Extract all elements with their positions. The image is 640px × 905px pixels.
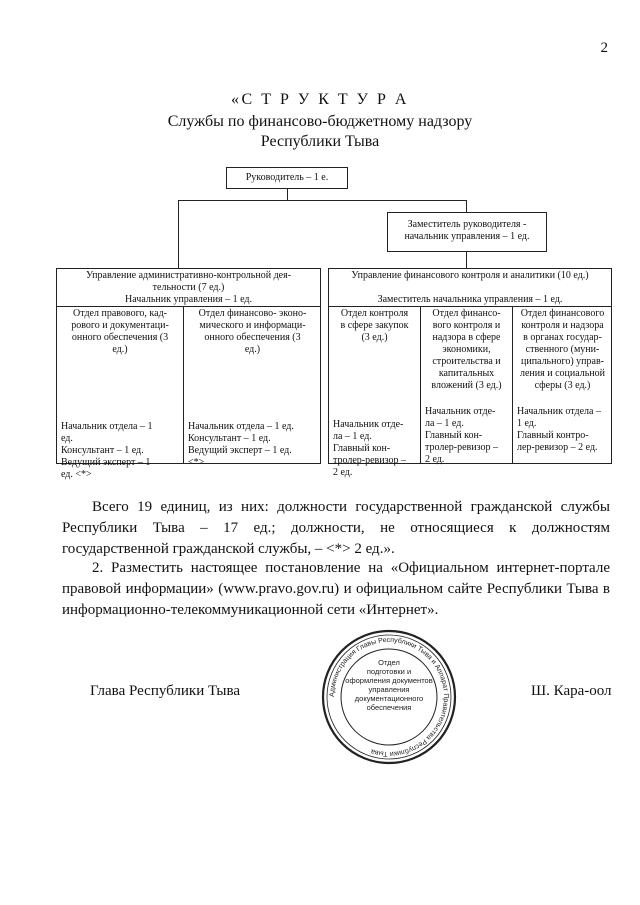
staff-line: Начальник отдела – 1 ед. xyxy=(188,421,294,432)
department-title: ед.) xyxy=(112,344,128,355)
department-title: вого контроля и xyxy=(432,320,501,331)
department-title: рового и документаци- xyxy=(71,320,169,331)
signatory-name: Ш. Кара-оол xyxy=(531,683,612,699)
stamp-line: управления xyxy=(368,685,410,694)
department-staff xyxy=(188,421,319,469)
staff-line: Главный кон- xyxy=(425,430,483,441)
finance-header xyxy=(328,270,612,306)
department-title: онного обеспечения (3 xyxy=(204,332,301,343)
staff-line: 2 ед. xyxy=(425,454,445,465)
staff-line: 2 ед. xyxy=(333,467,353,478)
deputy-line-2: начальник управления – 1 ед. xyxy=(404,231,530,242)
department-legal xyxy=(57,308,183,480)
deputy-line-1: Заместитель руководителя - xyxy=(407,219,527,230)
staff-line: <*> xyxy=(188,457,205,468)
total-staff-paragraph: Всего 19 единиц, из них: должности государственной гражданской службы Республики Тыва – 17 ед.; должности, не относящиеся к должностям государственной гражданской службы, – <*> 2 ед.». xyxy=(62,499,610,557)
department-title: надзора в сфере xyxy=(432,332,501,343)
staff-line: ед. <*> xyxy=(61,469,92,480)
department-title: Отдел финансо- xyxy=(432,308,501,319)
finance-header-line-1: Управление финансового контроля и аналитики (10 ед.) xyxy=(351,270,589,281)
document-subtitle: Службы по финансово-бюджетному надзору xyxy=(167,113,473,130)
department-title: мического и информаци- xyxy=(199,320,306,331)
head-box xyxy=(226,167,348,189)
stamp-line: обеспечения xyxy=(366,703,412,712)
department-title: Отдел финансово- эконо- xyxy=(198,308,307,319)
department-staff xyxy=(517,406,610,454)
staff-line: Главный кон- xyxy=(333,443,391,454)
staff-line: лер-ревизор – 2 ед. xyxy=(517,442,598,453)
department-title: Отдел финансового xyxy=(520,308,605,319)
admin-header-line-1: Управление административно-контрольной дея- xyxy=(85,270,292,281)
connector xyxy=(287,189,288,200)
staff-line: тролер-ревизор – xyxy=(425,442,499,453)
staff-line: Консультант – 1 ед. xyxy=(61,445,144,456)
staff-line: Ведущий эксперт – 1 xyxy=(61,457,151,468)
department-title: строительства и xyxy=(432,356,501,367)
staff-line: тролер-ревизор – xyxy=(333,455,407,466)
document-title: «С Т Р У К Т У Р А xyxy=(231,91,409,108)
divider xyxy=(56,306,321,307)
staff-line: Начальник отдела – 1 xyxy=(61,421,153,432)
department-title: ципального) управ- xyxy=(520,356,604,367)
connector xyxy=(178,200,179,268)
stamp-ring-text: Администрация Главы Республики Тыва и Аппарат Правительства Республики Тыва xyxy=(328,636,450,758)
department-staff xyxy=(333,419,418,479)
department-economy-construction xyxy=(421,308,512,463)
connector xyxy=(466,252,467,268)
staff-line: Консультант – 1 ед. xyxy=(188,433,271,444)
staff-line: ла – 1 ед. xyxy=(425,418,464,429)
stamp-center-text xyxy=(340,658,438,712)
department-title: ления и социальной xyxy=(519,368,605,379)
staff-line: Главный контро- xyxy=(517,430,589,441)
department-title: в сфере закупок xyxy=(340,320,409,331)
finance-header-line-2: Заместитель начальника управления – 1 ед. xyxy=(377,294,563,305)
department-state-bodies xyxy=(513,308,612,463)
admin-header-line-2: тельности (7 ед.) xyxy=(152,282,225,293)
staff-line: Начальник отдела – xyxy=(517,406,601,417)
department-title: капитальных xyxy=(438,368,495,379)
department-title: сферы (3 ед.) xyxy=(534,380,591,391)
staff-line: ед. xyxy=(61,433,73,444)
admin-header-line-3: Начальник управления – 1 ед. xyxy=(125,294,252,305)
department-title: (3 ед.) xyxy=(361,332,388,343)
department-title: экономики, xyxy=(442,344,491,355)
department-title: Отдел контроля xyxy=(340,308,409,319)
department-title: в органах государ- xyxy=(523,332,602,343)
deputy-box xyxy=(387,212,547,252)
stamp-line: Отдел xyxy=(378,658,400,667)
department-title: ед.) xyxy=(244,344,261,355)
official-stamp xyxy=(320,628,458,766)
staff-line: Начальник отде- xyxy=(425,406,496,417)
connector xyxy=(466,200,467,212)
department-finance-economic xyxy=(184,308,321,468)
staff-line: Ведущий эксперт – 1 ед. xyxy=(188,445,292,456)
document-subtitle-region: Республики Тыва xyxy=(260,133,380,150)
department-title: вложений (3 ед.) xyxy=(431,380,502,391)
department-title: ственного (муни- xyxy=(525,344,600,355)
staff-line: ла – 1 ед. xyxy=(333,431,372,442)
stamp-line: подготовки и xyxy=(366,667,412,676)
publication-paragraph: 2. Разместить настоящее постановление на «Официальном интернет-портале правовой информации» (www.pravo.gov.ru) и официальном сайте Республики Тыва в информационно-телекоммуникационной сети «Интернет». xyxy=(62,560,610,618)
department-title: контроля и надзора xyxy=(521,320,604,331)
department-staff xyxy=(425,406,510,466)
admin-header xyxy=(56,270,321,306)
department-title: Отдел правового, кад- xyxy=(73,308,167,319)
staff-line: 1 ед. xyxy=(517,418,537,429)
stamp-line: оформления документов xyxy=(345,676,433,685)
signature-position: Глава Республики Тыва xyxy=(90,683,241,699)
stamp-line: документационного xyxy=(354,694,424,703)
department-procurement xyxy=(329,308,420,478)
department-title: онного обеспечения (3 xyxy=(71,332,169,343)
department-staff xyxy=(61,421,181,481)
divider xyxy=(328,306,612,307)
head-label: Руководитель – 1 е. xyxy=(245,172,329,183)
staff-line: Начальник отде- xyxy=(333,419,404,430)
page-number: 2 xyxy=(600,40,608,56)
connector xyxy=(178,200,467,201)
